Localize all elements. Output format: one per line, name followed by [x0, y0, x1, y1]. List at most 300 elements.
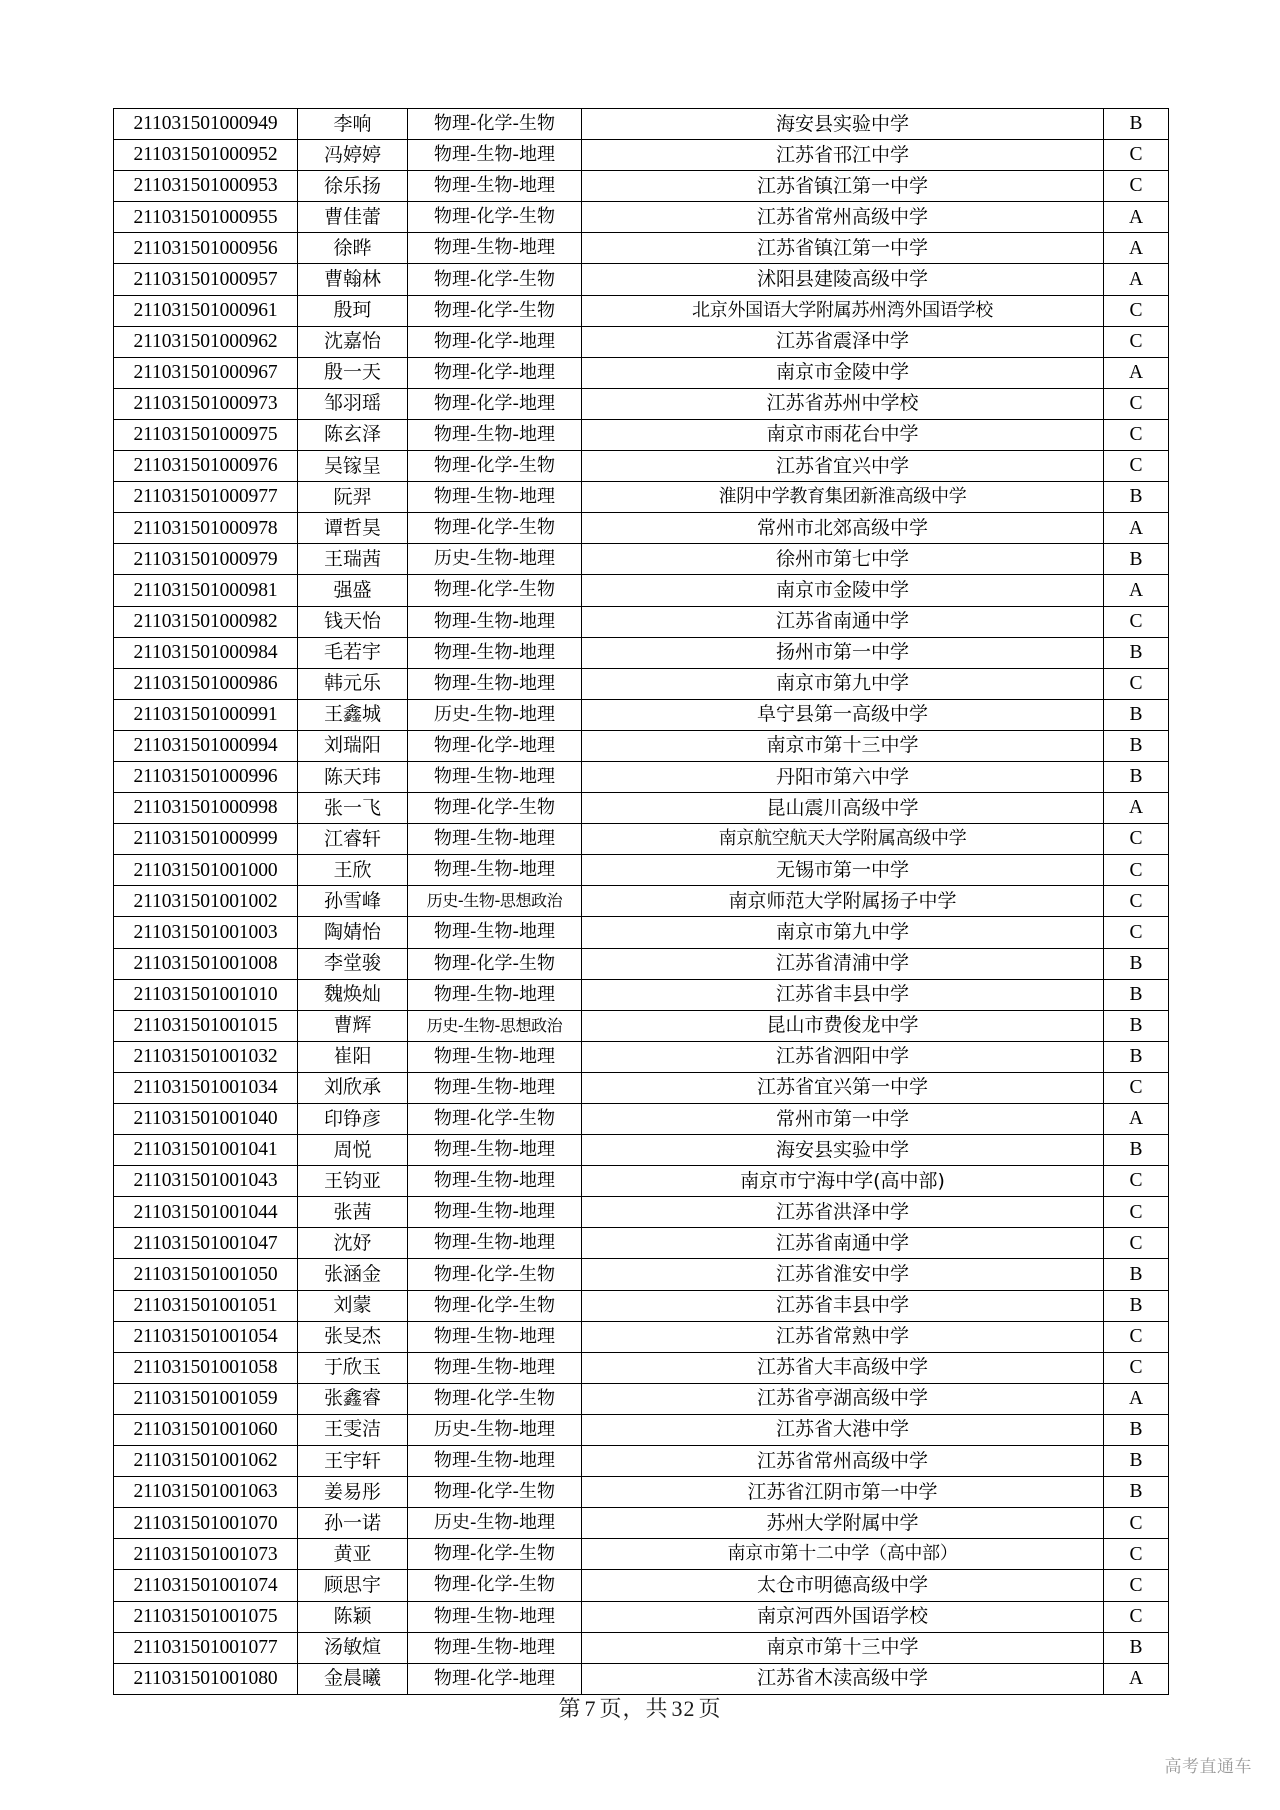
cell-subjects: 物理-化学-生物 [408, 109, 582, 140]
table-row [114, 824, 1169, 855]
table-row [114, 730, 1169, 761]
table-row [114, 1166, 1169, 1197]
table-row [114, 388, 1169, 419]
table-row [114, 1290, 1169, 1321]
cell-candidate-name: 阮羿 [298, 482, 408, 513]
table-row [114, 1383, 1169, 1414]
cell-candidate-name: 刘蒙 [298, 1290, 408, 1321]
cell-subjects: 物理-化学-生物 [408, 1539, 582, 1570]
cell-subjects: 物理-生物-地理 [408, 606, 582, 637]
cell-candidate-id: 211031501001047 [114, 1228, 298, 1259]
cell-candidate-name: 冯婷婷 [298, 140, 408, 171]
cell-candidate-name: 陈天玮 [298, 761, 408, 792]
cell-school: 江苏省洪泽中学 [582, 1197, 1104, 1228]
cell-school: 扬州市第一中学 [582, 637, 1104, 668]
cell-subjects: 物理-化学-生物 [408, 1259, 582, 1290]
cell-school: 南京师范大学附属扬子中学 [582, 886, 1104, 917]
cell-school: 南京市雨花台中学 [582, 419, 1104, 450]
cell-subjects: 物理-化学-生物 [408, 1290, 582, 1321]
cell-grade: B [1104, 699, 1169, 730]
cell-candidate-name: 汤敏煊 [298, 1632, 408, 1663]
cell-subjects: 物理-生物-地理 [408, 824, 582, 855]
table-row [114, 1321, 1169, 1352]
cell-grade: B [1104, 544, 1169, 575]
table-row [114, 1539, 1169, 1570]
cell-school: 北京外国语大学附属苏州湾外国语学校 [582, 295, 1104, 326]
table-row [114, 482, 1169, 513]
table-row [114, 1197, 1169, 1228]
table-row [114, 793, 1169, 824]
cell-subjects: 物理-生物-地理 [408, 1166, 582, 1197]
cell-school: 南京市金陵中学 [582, 575, 1104, 606]
cell-subjects: 物理-生物-地理 [408, 1601, 582, 1632]
table-row [114, 171, 1169, 202]
cell-grade: B [1104, 1135, 1169, 1166]
cell-grade: C [1104, 1601, 1169, 1632]
cell-grade: C [1104, 886, 1169, 917]
cell-subjects: 历史-生物-地理 [408, 1414, 582, 1445]
cell-candidate-name: 黄亚 [298, 1539, 408, 1570]
cell-candidate-id: 211031501000986 [114, 668, 298, 699]
table-row [114, 202, 1169, 233]
cell-candidate-name: 王欣 [298, 855, 408, 886]
cell-grade: B [1104, 979, 1169, 1010]
cell-school: 江苏省宜兴中学 [582, 451, 1104, 482]
cell-school: 江苏省清浦中学 [582, 948, 1104, 979]
cell-candidate-name: 殷一天 [298, 357, 408, 388]
cell-candidate-name: 韩元乐 [298, 668, 408, 699]
cell-candidate-id: 211031501001074 [114, 1570, 298, 1601]
table-row [114, 668, 1169, 699]
cell-grade: B [1104, 1446, 1169, 1477]
table-row [114, 886, 1169, 917]
cell-candidate-name: 顾思宇 [298, 1570, 408, 1601]
cell-subjects: 物理-生物-地理 [408, 1321, 582, 1352]
footer-middle: 页，共 [599, 1697, 669, 1722]
cell-grade: C [1104, 295, 1169, 326]
table-row [114, 1632, 1169, 1663]
table-row [114, 606, 1169, 637]
cell-subjects: 物理-生物-地理 [408, 668, 582, 699]
cell-candidate-name: 王钧亚 [298, 1166, 408, 1197]
footer-page-number: 7 [584, 1696, 597, 1721]
table-row [114, 357, 1169, 388]
cell-grade: C [1104, 326, 1169, 357]
cell-school: 南京市宁海中学(高中部) [582, 1166, 1104, 1197]
cell-candidate-id: 211031501001032 [114, 1041, 298, 1072]
cell-school: 淮阴中学教育集团新淮高级中学 [582, 482, 1104, 513]
cell-school: 无锡市第一中学 [582, 855, 1104, 886]
cell-subjects: 物理-生物-地理 [408, 233, 582, 264]
cell-school: 江苏省宜兴第一中学 [582, 1072, 1104, 1103]
cell-grade: B [1104, 1259, 1169, 1290]
cell-candidate-name: 张旻杰 [298, 1321, 408, 1352]
cell-subjects: 物理-化学-地理 [408, 730, 582, 761]
cell-grade: C [1104, 388, 1169, 419]
cell-candidate-name: 谭哲昊 [298, 513, 408, 544]
cell-school: 江苏省苏州中学校 [582, 388, 1104, 419]
cell-subjects: 物理-化学-生物 [408, 513, 582, 544]
cell-candidate-id: 211031501001043 [114, 1166, 298, 1197]
table-row [114, 699, 1169, 730]
cell-subjects: 历史-生物-地理 [408, 544, 582, 575]
cell-school: 江苏省江阴市第一中学 [582, 1477, 1104, 1508]
cell-candidate-id: 211031501000956 [114, 233, 298, 264]
table-row [114, 544, 1169, 575]
cell-grade: C [1104, 419, 1169, 450]
cell-grade: B [1104, 948, 1169, 979]
cell-candidate-id: 211031501000981 [114, 575, 298, 606]
table-row [114, 948, 1169, 979]
cell-candidate-name: 曹佳蕾 [298, 202, 408, 233]
cell-school: 海安县实验中学 [582, 1135, 1104, 1166]
footer-suffix: 页 [698, 1697, 722, 1722]
cell-school: 昆山震川高级中学 [582, 793, 1104, 824]
cell-subjects: 物理-生物-地理 [408, 1228, 582, 1259]
cell-subjects: 物理-生物-地理 [408, 761, 582, 792]
cell-grade: A [1104, 202, 1169, 233]
cell-candidate-id: 211031501001008 [114, 948, 298, 979]
cell-school: 江苏省淮安中学 [582, 1259, 1104, 1290]
cell-candidate-id: 211031501000991 [114, 699, 298, 730]
cell-candidate-name: 魏焕灿 [298, 979, 408, 1010]
table-row [114, 1010, 1169, 1041]
cell-school: 海安县实验中学 [582, 109, 1104, 140]
cell-grade: C [1104, 1352, 1169, 1383]
table-row [114, 295, 1169, 326]
table-row [114, 513, 1169, 544]
cell-candidate-id: 211031501001050 [114, 1259, 298, 1290]
cell-school: 苏州大学附属中学 [582, 1508, 1104, 1539]
cell-grade: A [1104, 513, 1169, 544]
page-footer [0, 1692, 1280, 1723]
cell-grade: C [1104, 1228, 1169, 1259]
cell-candidate-name: 钱天怡 [298, 606, 408, 637]
cell-candidate-id: 211031501000975 [114, 419, 298, 450]
cell-subjects: 物理-生物-地理 [408, 1197, 582, 1228]
cell-candidate-id: 211031501000998 [114, 793, 298, 824]
cell-candidate-id: 211031501001041 [114, 1135, 298, 1166]
cell-candidate-id: 211031501001063 [114, 1477, 298, 1508]
cell-candidate-id: 211031501001015 [114, 1010, 298, 1041]
cell-grade: C [1104, 855, 1169, 886]
cell-candidate-name: 王雯洁 [298, 1414, 408, 1445]
cell-candidate-name: 王鑫城 [298, 699, 408, 730]
cell-candidate-id: 211031501001058 [114, 1352, 298, 1383]
cell-subjects: 历史-生物-地理 [408, 699, 582, 730]
cell-grade: A [1104, 1383, 1169, 1414]
table-row [114, 1663, 1169, 1694]
table-row [114, 1446, 1169, 1477]
table-row [114, 855, 1169, 886]
cell-school: 江苏省木渎高级中学 [582, 1663, 1104, 1694]
cell-grade: A [1104, 357, 1169, 388]
cell-subjects: 物理-化学-生物 [408, 451, 582, 482]
cell-candidate-id: 211031501000949 [114, 109, 298, 140]
table-row [114, 1072, 1169, 1103]
cell-school: 沭阳县建陵高级中学 [582, 264, 1104, 295]
cell-candidate-name: 王宇轩 [298, 1446, 408, 1477]
cell-school: 南京市第十三中学 [582, 730, 1104, 761]
cell-candidate-name: 印铮彦 [298, 1104, 408, 1135]
cell-candidate-name: 吴镓呈 [298, 451, 408, 482]
cell-candidate-name: 曹翰林 [298, 264, 408, 295]
cell-school: 江苏省镇江第一中学 [582, 171, 1104, 202]
cell-candidate-id: 211031501000996 [114, 761, 298, 792]
cell-candidate-id: 211031501001073 [114, 1539, 298, 1570]
cell-candidate-id: 211031501000961 [114, 295, 298, 326]
cell-subjects: 历史-生物-地理 [408, 1508, 582, 1539]
cell-grade: C [1104, 140, 1169, 171]
cell-subjects: 物理-生物-地理 [408, 1041, 582, 1072]
cell-candidate-name: 陈玄泽 [298, 419, 408, 450]
cell-subjects: 物理-生物-地理 [408, 855, 582, 886]
cell-candidate-id: 211031501001077 [114, 1632, 298, 1663]
cell-candidate-name: 李堂骏 [298, 948, 408, 979]
cell-candidate-id: 211031501000978 [114, 513, 298, 544]
cell-candidate-id: 211031501001059 [114, 1383, 298, 1414]
cell-school: 南京航空航天大学附属高级中学 [582, 824, 1104, 855]
cell-grade: C [1104, 1197, 1169, 1228]
cell-school: 太仓市明德高级中学 [582, 1570, 1104, 1601]
table-row [114, 264, 1169, 295]
table-row [114, 1352, 1169, 1383]
cell-grade: B [1104, 482, 1169, 513]
cell-candidate-id: 211031501000973 [114, 388, 298, 419]
cell-candidate-id: 211031501001044 [114, 1197, 298, 1228]
cell-school: 江苏省常州高级中学 [582, 1446, 1104, 1477]
cell-grade: B [1104, 109, 1169, 140]
table-row [114, 761, 1169, 792]
cell-grade: C [1104, 1166, 1169, 1197]
cell-candidate-name: 李响 [298, 109, 408, 140]
cell-candidate-name: 张一飞 [298, 793, 408, 824]
table-row [114, 419, 1169, 450]
cell-school: 江苏省丰县中学 [582, 979, 1104, 1010]
table-row [114, 917, 1169, 948]
cell-subjects: 历史-生物-思想政治 [408, 886, 582, 917]
cell-subjects: 物理-生物-地理 [408, 1446, 582, 1477]
cell-subjects: 物理-生物-地理 [408, 482, 582, 513]
cell-grade: B [1104, 761, 1169, 792]
cell-school: 江苏省丰县中学 [582, 1290, 1104, 1321]
cell-candidate-name: 金晨曦 [298, 1663, 408, 1694]
cell-candidate-name: 张鑫睿 [298, 1383, 408, 1414]
cell-grade: C [1104, 1508, 1169, 1539]
cell-school: 常州市北郊高级中学 [582, 513, 1104, 544]
footer-total-pages: 32 [671, 1696, 696, 1721]
cell-subjects: 物理-生物-地理 [408, 917, 582, 948]
cell-candidate-id: 211031501001003 [114, 917, 298, 948]
cell-grade: C [1104, 1570, 1169, 1601]
cell-grade: C [1104, 606, 1169, 637]
roster-table-container [113, 108, 1168, 1695]
table-row [114, 1104, 1169, 1135]
cell-subjects: 物理-生物-地理 [408, 419, 582, 450]
cell-school: 江苏省大港中学 [582, 1414, 1104, 1445]
cell-candidate-name: 徐晔 [298, 233, 408, 264]
table-row [114, 575, 1169, 606]
cell-subjects: 物理-化学-生物 [408, 1383, 582, 1414]
cell-grade: A [1104, 575, 1169, 606]
cell-candidate-id: 211031501000994 [114, 730, 298, 761]
cell-candidate-name: 姜易彤 [298, 1477, 408, 1508]
table-row [114, 1570, 1169, 1601]
cell-school: 丹阳市第六中学 [582, 761, 1104, 792]
cell-subjects: 物理-生物-地理 [408, 171, 582, 202]
cell-candidate-id: 211031501000977 [114, 482, 298, 513]
cell-school: 江苏省泗阳中学 [582, 1041, 1104, 1072]
cell-subjects: 物理-生物-地理 [408, 1352, 582, 1383]
cell-school: 江苏省亭湖高级中学 [582, 1383, 1104, 1414]
roster-table [113, 108, 1169, 1695]
cell-candidate-id: 211031501001002 [114, 886, 298, 917]
table-row [114, 326, 1169, 357]
table-row [114, 1041, 1169, 1072]
cell-candidate-id: 211031501000984 [114, 637, 298, 668]
cell-grade: C [1104, 451, 1169, 482]
cell-subjects: 物理-生物-地理 [408, 637, 582, 668]
cell-candidate-name: 陈颖 [298, 1601, 408, 1632]
cell-candidate-name: 周悦 [298, 1135, 408, 1166]
cell-candidate-id: 211031501000979 [114, 544, 298, 575]
table-row [114, 1259, 1169, 1290]
cell-grade: C [1104, 668, 1169, 699]
footer-prefix: 第 [558, 1697, 582, 1722]
cell-candidate-id: 211031501001000 [114, 855, 298, 886]
cell-candidate-name: 毛若宇 [298, 637, 408, 668]
cell-subjects: 历史-生物-思想政治 [408, 1010, 582, 1041]
cell-candidate-id: 211031501001054 [114, 1321, 298, 1352]
cell-candidate-name: 沈嘉怡 [298, 326, 408, 357]
cell-candidate-id: 211031501001075 [114, 1601, 298, 1632]
roster-table-body [114, 109, 1169, 1695]
watermark: 高考直通车 [1164, 1757, 1252, 1777]
table-row [114, 1601, 1169, 1632]
cell-subjects: 物理-化学-生物 [408, 1477, 582, 1508]
table-row [114, 979, 1169, 1010]
cell-candidate-name: 孙一诺 [298, 1508, 408, 1539]
cell-school: 南京河西外国语学校 [582, 1601, 1104, 1632]
cell-candidate-id: 211031501000976 [114, 451, 298, 482]
cell-candidate-name: 陶婧怡 [298, 917, 408, 948]
cell-grade: B [1104, 730, 1169, 761]
cell-grade: A [1104, 793, 1169, 824]
cell-candidate-id: 211031501001040 [114, 1104, 298, 1135]
cell-candidate-id: 211031501001034 [114, 1072, 298, 1103]
cell-candidate-id: 211031501000957 [114, 264, 298, 295]
cell-subjects: 物理-生物-地理 [408, 1135, 582, 1166]
cell-subjects: 物理-生物-地理 [408, 979, 582, 1010]
cell-candidate-id: 211031501000999 [114, 824, 298, 855]
cell-subjects: 物理-化学-生物 [408, 793, 582, 824]
cell-candidate-id: 211031501001062 [114, 1446, 298, 1477]
cell-candidate-id: 211031501000982 [114, 606, 298, 637]
cell-candidate-name: 曹辉 [298, 1010, 408, 1041]
cell-grade: B [1104, 637, 1169, 668]
cell-school: 江苏省南通中学 [582, 1228, 1104, 1259]
cell-grade: B [1104, 1414, 1169, 1445]
cell-subjects: 物理-化学-地理 [408, 388, 582, 419]
cell-candidate-id: 211031501000952 [114, 140, 298, 171]
cell-subjects: 物理-化学-生物 [408, 264, 582, 295]
cell-school: 徐州市第七中学 [582, 544, 1104, 575]
cell-subjects: 物理-化学-地理 [408, 357, 582, 388]
table-row [114, 140, 1169, 171]
cell-subjects: 物理-化学-生物 [408, 948, 582, 979]
cell-subjects: 物理-化学-生物 [408, 575, 582, 606]
cell-school: 昆山市费俊龙中学 [582, 1010, 1104, 1041]
cell-grade: A [1104, 1104, 1169, 1135]
table-row [114, 1414, 1169, 1445]
table-row [114, 451, 1169, 482]
cell-grade: B [1104, 1290, 1169, 1321]
cell-candidate-name: 邹羽瑶 [298, 388, 408, 419]
cell-candidate-id: 211031501001060 [114, 1414, 298, 1445]
cell-grade: C [1104, 1321, 1169, 1352]
table-row [114, 1135, 1169, 1166]
cell-candidate-id: 211031501000962 [114, 326, 298, 357]
cell-candidate-id: 211031501000955 [114, 202, 298, 233]
cell-subjects: 物理-化学-生物 [408, 1104, 582, 1135]
cell-grade: B [1104, 1010, 1169, 1041]
cell-candidate-name: 殷珂 [298, 295, 408, 326]
cell-candidate-name: 于欣玉 [298, 1352, 408, 1383]
cell-grade: C [1104, 824, 1169, 855]
cell-candidate-name: 江睿轩 [298, 824, 408, 855]
cell-grade: C [1104, 1539, 1169, 1570]
cell-school: 江苏省邗江中学 [582, 140, 1104, 171]
cell-candidate-name: 王瑞茜 [298, 544, 408, 575]
cell-school: 南京市第九中学 [582, 917, 1104, 948]
cell-candidate-name: 强盛 [298, 575, 408, 606]
cell-subjects: 物理-化学-地理 [408, 1663, 582, 1694]
table-row [114, 637, 1169, 668]
cell-school: 南京市第九中学 [582, 668, 1104, 699]
table-row [114, 109, 1169, 140]
cell-grade: C [1104, 1072, 1169, 1103]
cell-subjects: 物理-化学-生物 [408, 295, 582, 326]
cell-subjects: 物理-化学-生物 [408, 1570, 582, 1601]
cell-school: 江苏省常州高级中学 [582, 202, 1104, 233]
cell-subjects: 物理-生物-地理 [408, 1072, 582, 1103]
cell-subjects: 物理-化学-生物 [408, 202, 582, 233]
cell-candidate-id: 211031501000967 [114, 357, 298, 388]
cell-school: 南京市金陵中学 [582, 357, 1104, 388]
cell-candidate-id: 211031501001010 [114, 979, 298, 1010]
cell-grade: C [1104, 917, 1169, 948]
cell-grade: B [1104, 1632, 1169, 1663]
cell-candidate-id: 211031501001051 [114, 1290, 298, 1321]
cell-school: 江苏省大丰高级中学 [582, 1352, 1104, 1383]
cell-candidate-name: 张涵金 [298, 1259, 408, 1290]
cell-grade: A [1104, 233, 1169, 264]
cell-candidate-name: 徐乐扬 [298, 171, 408, 202]
cell-candidate-name: 孙雪峰 [298, 886, 408, 917]
cell-candidate-name: 沈妤 [298, 1228, 408, 1259]
cell-subjects: 物理-化学-地理 [408, 326, 582, 357]
table-row [114, 1508, 1169, 1539]
cell-school: 江苏省常熟中学 [582, 1321, 1104, 1352]
cell-school: 常州市第一中学 [582, 1104, 1104, 1135]
cell-candidate-name: 崔阳 [298, 1041, 408, 1072]
cell-school: 南京市第十三中学 [582, 1632, 1104, 1663]
cell-grade: B [1104, 1477, 1169, 1508]
cell-candidate-id: 211031501001080 [114, 1663, 298, 1694]
cell-candidate-id: 211031501001070 [114, 1508, 298, 1539]
cell-grade: A [1104, 1663, 1169, 1694]
cell-candidate-name: 张茜 [298, 1197, 408, 1228]
